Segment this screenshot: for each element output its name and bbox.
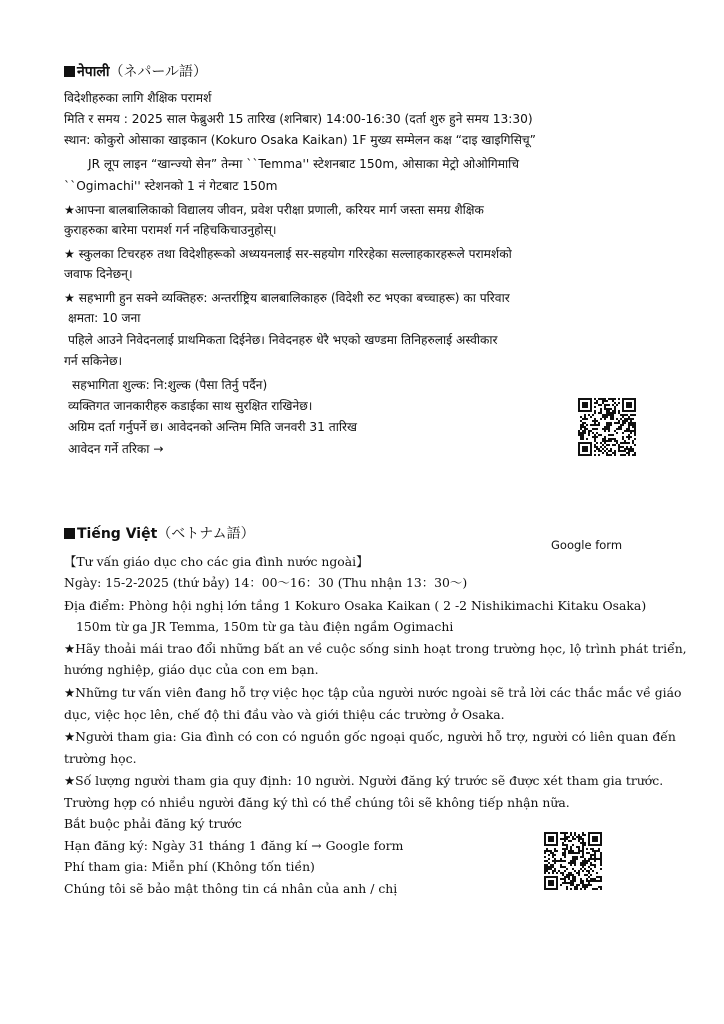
nepali-line-12: गर्न सकिनेछ। — [64, 354, 123, 368]
vietnamese-line-3: 150m từ ga JR Temma, 150m từ ga tàu điện ngầm Ogimachi — [76, 619, 454, 634]
square-bullet-icon — [64, 66, 75, 77]
nepali-line-8: जवाफ दिनेछन्। — [64, 267, 133, 281]
nepali-line-7: ★ स्कुलका टिचरहरु तथा विदेशीहरूको अध्ययनलाई सर-सहयोग गरिरहेका सल्लाहकारहरूले परामर्शको — [64, 247, 512, 261]
nepali-line-0: विदेशीहरुका लागि शैक्षिक परामर्श — [64, 91, 212, 105]
nepali-line-5: ★आफ्ना बालबालिकाको विद्यालय जीवन, प्रवेश परीक्षा प्रणाली, करियर मार्ग जस्ता समग्र शैक्षिक — [64, 203, 484, 217]
vietnamese-heading-main: Tiếng Việt — [77, 526, 158, 542]
vietnamese-heading — [64, 526, 255, 542]
vietnamese-line-5: hướng nghiệp, giáo dục của con em bạn. — [64, 662, 319, 677]
vietnamese-line-10: ★Số lượng người tham gia quy định: 10 người. Người đăng ký trước sẽ được xét tham gia trước. — [64, 773, 664, 788]
vietnamese-line-4: ★Hãy thoải mái trao đổi những bất an về cuộc sống sinh hoạt trong trường học, lộ trình phát triển, — [64, 641, 687, 656]
google-form-label: Google form — [551, 538, 623, 552]
vietnamese-line-14: Phí tham gia: Miễn phí (Không tốn tiền) — [64, 859, 315, 874]
vietnamese-line-7: dục, việc học lên, chế độ thi đầu vào và giới thiệu các trường ở Osaka. — [64, 707, 505, 722]
nepali-line-9: ★ सहभागी हुन सक्ने व्यक्तिहरु: अन्तर्राष्ट्रिय बालबालिकाहरु (विदेशी रुट भएका बच्चाहरू) का परिवार — [64, 291, 510, 305]
nepali-line-10: क्षमता: 10 जना — [68, 311, 141, 325]
nepali-line-15: अग्रिम दर्ता गर्नुपर्ने छ। आवेदनको अन्तिम मिति जनवरी 31 तारिख — [68, 420, 357, 434]
vietnamese-line-9: trường học. — [64, 751, 137, 766]
nepali-line-1: मिति र समय : 2025 साल फेब्रुअरी 15 तारिख (शनिबार) 14:00-16:30 (दर्ता शुरु हुने समय 13:30) — [64, 112, 533, 126]
vietnamese-line-6: ★Những tư vấn viên đang hỗ trợ việc học tập của người nước ngoài sẽ trả lời các thắc mắc về giáo — [64, 685, 682, 700]
vietnamese-line-1: Ngày: 15-2-2025 (thứ bảy) 14：00～16：30 (Thu nhận 13：30～) — [64, 575, 468, 590]
vietnamese-line-2: Địa điểm: Phòng hội nghị lớn tầng 1 Kokuro Osaka Kaikan ( 2 -2 Nishikimachi Kitaku Osaka) — [64, 598, 647, 613]
nepali-line-3: JR लूप लाइन “खान्ज्यो सेन” तेन्मा ``Temma'' स्टेशनबाट 150m, ओसाका मेट्रो ओओगिमाचि — [88, 157, 520, 171]
vietnamese-qr-code[interactable] — [544, 832, 602, 890]
qr-code-icon — [578, 398, 636, 456]
qr-code-icon — [544, 832, 602, 890]
nepali-heading-main: नेपाली — [77, 64, 110, 80]
nepali-line-4: ``Ogimachi'' स्टेशनको 1 नं गेटबाट 150m — [64, 179, 278, 193]
nepali-heading-jp: （ネパール語） — [109, 64, 208, 80]
vietnamese-heading-jp: （ベトナム語） — [157, 526, 255, 542]
vietnamese-line-0: 【Tư vấn giáo dục cho các gia đình nước ngoài】 — [64, 554, 369, 569]
nepali-line-11: पहिले आउने निवेदनलाई प्राथमिकता दिईनेछ। निवेदनहरु धेरै भएको खण्डमा तिनिहरुलाई अस्वीकार — [68, 333, 498, 347]
nepali-line-2: स्थान: कोकुरो ओसाका खाइकान (Kokuro Osaka Kaikan) 1F मुख्य सम्मेलन कक्ष “दाइ खाइगिसिचू” — [64, 133, 536, 147]
nepali-qr-code[interactable] — [578, 398, 636, 456]
nepali-line-13: सहभागिता शुल्क: नि:शुल्क (पैसा तिर्नु पर्दैन) — [72, 378, 268, 392]
vietnamese-line-13: Hạn đăng ký: Ngày 31 tháng 1 đăng kí → Google form — [64, 838, 404, 853]
vietnamese-line-11: Trường hợp có nhiều người đăng ký thì có thể chúng tôi sẽ không tiếp nhận nữa. — [64, 795, 570, 810]
vietnamese-line-15: Chúng tôi sẽ bảo mật thông tin cá nhân của anh / chị — [64, 881, 398, 896]
vietnamese-line-12: Bắt buộc phải đăng ký trước — [64, 816, 242, 831]
vietnamese-line-8: ★Người tham gia: Gia đình có con có nguồn gốc ngoại quốc, người hỗ trợ, người có liên quan đến — [64, 729, 676, 744]
square-bullet-icon — [64, 528, 75, 539]
nepali-line-16: आवेदन गर्ने तरिका → — [68, 442, 164, 456]
nepali-line-6: कुराहरुका बारेमा परामर्श गर्न नहिचकिचाउनुहोस्। — [64, 223, 277, 237]
nepali-line-14: व्यक्तिगत जानकारीहरु कडाईका साथ सुरक्षित राखिनेछ। — [68, 399, 313, 413]
nepali-heading — [64, 64, 207, 80]
